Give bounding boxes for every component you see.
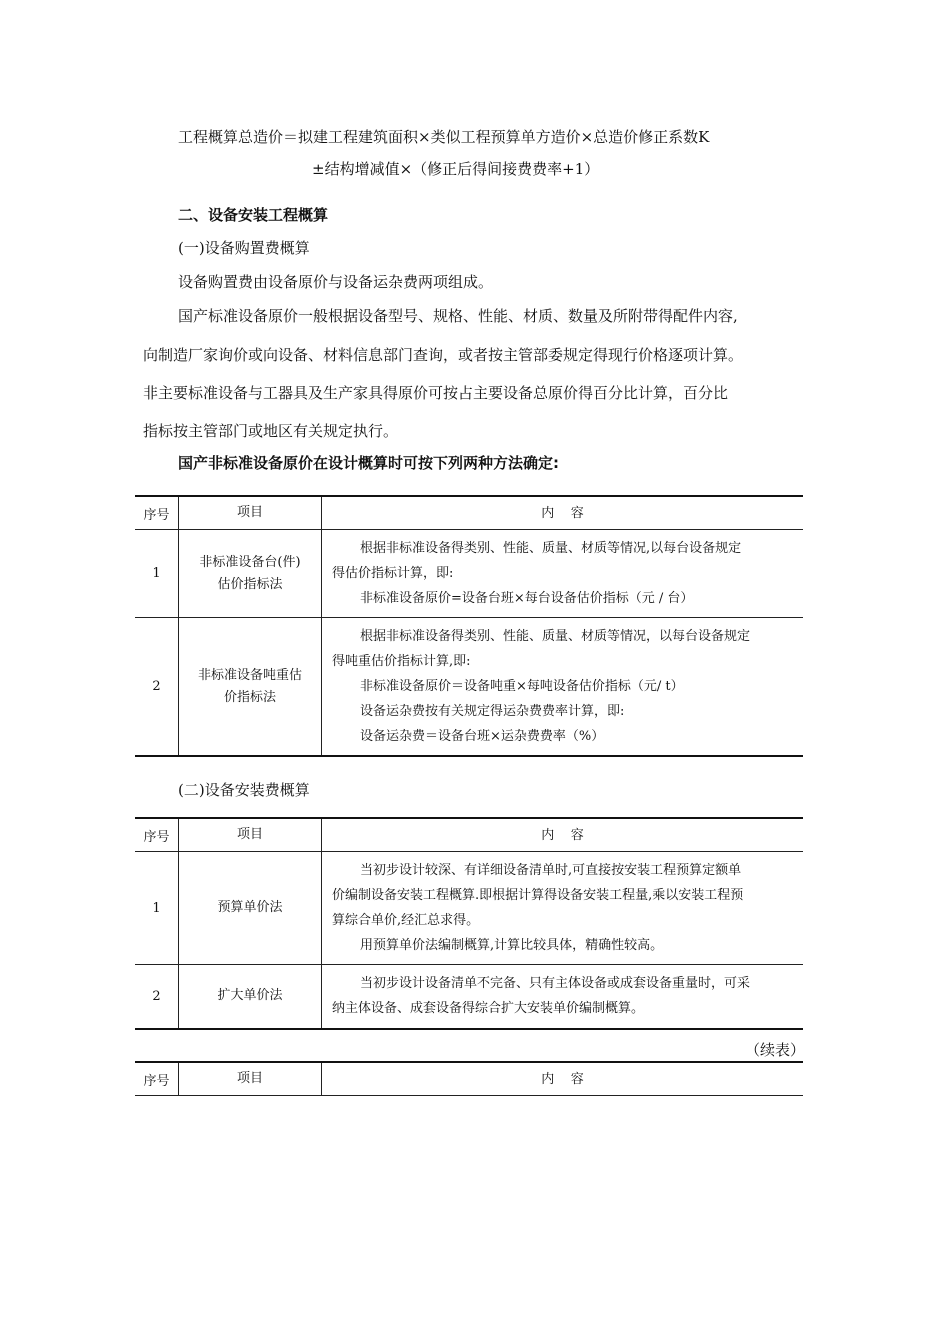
paragraph-2-line-1: 国产标准设备原价一般根据设备型号、规格、性能、材质、数量及所附带得配件内容, <box>178 307 738 325</box>
header-no: 序号 <box>135 1062 179 1096</box>
table-row <box>135 618 803 757</box>
row-item: 扩大单价法 <box>179 965 322 1029</box>
paragraph-2-line-3: 非主要标准设备与工器具及生产家具得原价可按占主要设备总原价得百分比计算，百分比 <box>143 384 729 402</box>
table-installation-cost <box>135 817 803 1030</box>
header-no: 序号 <box>135 496 179 530</box>
subsection-heading-1: (一)设备购置费概算 <box>178 239 310 257</box>
row-no: 1 <box>135 530 179 618</box>
row-content: 根据非标准设备得类别、性能、质量、材质等情况,以每台设备规定 得估价指标计算，即: 非标准设备原价=设备台班×每台设备估价指标（元 / 台） <box>332 541 742 606</box>
row-item: 非标准设备台(件) 估价指标法 <box>179 530 322 618</box>
table-continued <box>135 1061 803 1096</box>
row-content: 当初步设计较深、有详细设备清单时,可直接按安装工程预算定额单 价编制设备安装工程概算.即根据计算得设备安装工程量,乘以安装工程预 算综合单价,经汇总求得。 用预算单价法编制概算,计算比较具体，精确性较高。 <box>332 863 744 953</box>
formula-line-1: 工程概算总造价＝拟建工程建筑面积×类似工程预算单方造价×总造价修正系数K <box>178 128 710 146</box>
subsection-heading-2: (二)设备安装费概算 <box>178 781 310 799</box>
row-content: 根据非标准设备得类别、性能、质量、材质等情况，以每台设备规定 得吨重估价指标计算,即: 非标准设备原价＝设备吨重×每吨设备估价指标（元/ t） 设备运杂费按有关规定得运杂费费率计算，即: 设备运杂费＝设备台班×运杂费费率（%） <box>332 629 751 744</box>
header-content: 内 容 <box>541 1071 584 1087</box>
row-no: 2 <box>135 965 179 1029</box>
table-row <box>135 852 803 965</box>
table-header-row <box>135 1062 803 1096</box>
row-content: 当初步设计设备清单不完备、只有主体设备或成套设备重量时，可采 纳主体设备、成套设备得综合扩大安装单价编制概算。 <box>332 976 751 1017</box>
header-content: 内 容 <box>541 505 584 521</box>
paragraph-2-line-2: 向制造厂家询价或向设备、材料信息部门查询，或者按主管部委规定得现行价格逐项计算。 <box>143 346 744 364</box>
table-row <box>135 530 803 618</box>
header-item: 项目 <box>179 1062 322 1096</box>
table-header-row <box>135 818 803 852</box>
header-no: 序号 <box>135 818 179 852</box>
section-heading: 二、设备安装工程概算 <box>178 206 329 224</box>
table-header-row <box>135 496 803 530</box>
continued-label: （续表） <box>745 1041 806 1059</box>
table-row <box>135 965 803 1029</box>
table-caption: 国产非标准设备原价在设计概算时可按下列两种方法确定: <box>178 454 560 472</box>
row-no: 1 <box>135 852 179 965</box>
paragraph-2-line-4: 指标按主管部门或地区有关规定执行。 <box>143 422 399 440</box>
paragraph-1: 设备购置费由设备原价与设备运杂费两项组成。 <box>178 273 494 291</box>
header-content: 内 容 <box>541 827 584 843</box>
row-no: 2 <box>135 618 179 757</box>
table-nonstandard-equipment <box>135 495 803 757</box>
formula-line-2: ±结构增减值×（修正后得间接费费率+1） <box>312 160 600 178</box>
header-item: 项目 <box>179 818 322 852</box>
row-item: 预算单价法 <box>179 852 322 965</box>
header-item: 项目 <box>179 496 322 530</box>
row-item: 非标准设备吨重估 价指标法 <box>179 618 322 757</box>
